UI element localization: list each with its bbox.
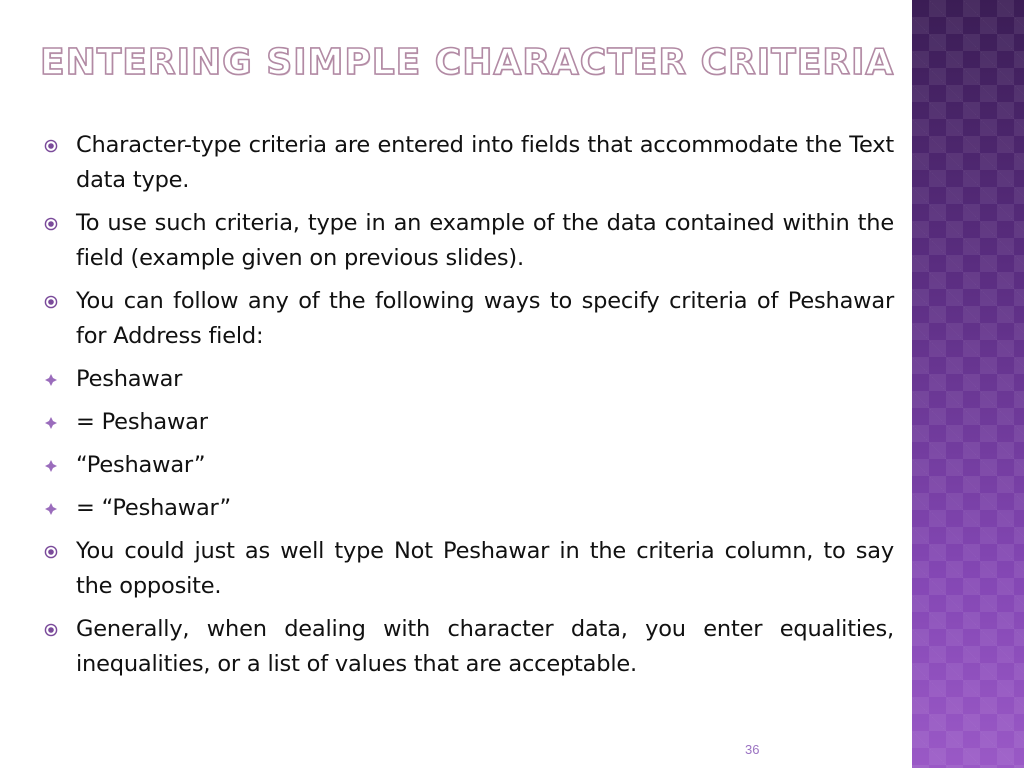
diamond-bullet-icon (44, 459, 58, 473)
bullet-text: Character-type criteria are entered into fields that accommodate the Text data type. (76, 132, 894, 193)
circle-bullet-icon (44, 139, 58, 153)
slide-title: ENTERING SIMPLE CHARACTER CRITERIA (40, 42, 895, 83)
bullet-text: Generally, when dealing with character data, you enter equalities, inequalities, or a list of values that are acceptable. (76, 616, 894, 677)
bullet-item (44, 534, 894, 604)
bullet-text: = Peshawar (76, 409, 208, 435)
diamond-bullet-icon (44, 416, 58, 430)
bullet-item (44, 405, 894, 440)
bullet-item (44, 448, 894, 483)
bullet-item (44, 362, 894, 397)
diamond-pattern (912, 0, 1024, 768)
decorative-side-band (912, 0, 1024, 768)
diamond-bullet-icon (44, 502, 58, 516)
bullet-text: “Peshawar” (76, 452, 206, 478)
circle-bullet-icon (44, 545, 58, 559)
bullet-item (44, 206, 894, 276)
bullet-item (44, 612, 894, 682)
bullet-item (44, 128, 894, 198)
bullet-item (44, 491, 894, 526)
page-number: 36 (745, 742, 760, 757)
bullet-text: To use such criteria, type in an example of the data contained within the field (example given on previous slides). (76, 210, 894, 271)
bullet-text: You could just as well type Not Peshawar in the criteria column, to say the opposite. (76, 538, 894, 599)
circle-bullet-icon (44, 623, 58, 637)
circle-bullet-icon (44, 217, 58, 231)
diamond-bullet-icon (44, 373, 58, 387)
circle-bullet-icon (44, 295, 58, 309)
bullet-text: = “Peshawar” (76, 495, 231, 521)
bullet-text: Peshawar (76, 366, 183, 392)
bullet-text: You can follow any of the following ways to specify criteria of Peshawar for Address field: (76, 288, 894, 349)
bullet-item (44, 284, 894, 354)
bullet-list (44, 128, 894, 690)
